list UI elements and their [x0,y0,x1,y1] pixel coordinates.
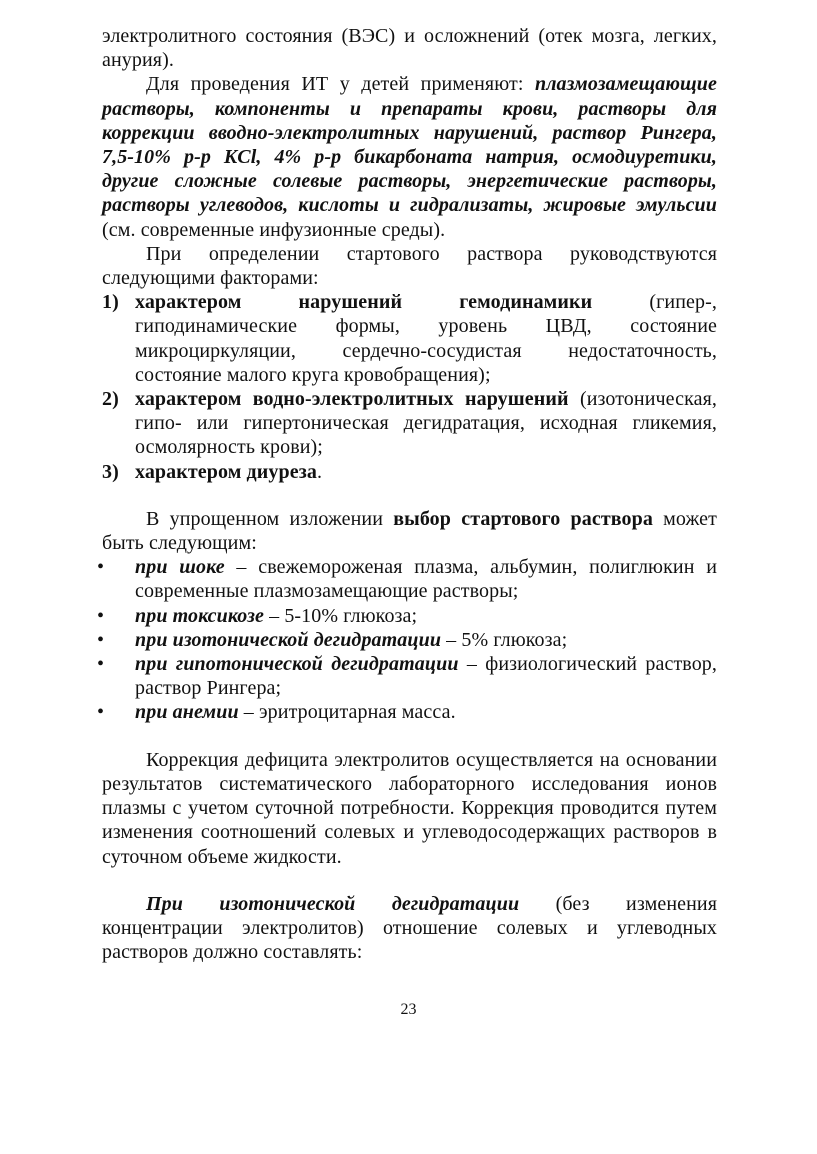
condition-text: – 5% глюкоза; [441,628,568,651]
condition-text: – физиологический раствор, раствор Рингера; [135,653,717,700]
paragraph-top: электролитного состояния (ВЭС) и осложнений (отек мозга, легких, анурия). [102,25,717,72]
choice-title: выбор стартового раствора [393,507,653,530]
factor-title: характером нарушений гемодинамики [135,291,593,314]
condition-text: – свежемороженая плазма, альбумин, полиглюкин и современные плазмозамещающие растворы; [135,556,718,603]
list-item [97,652,717,700]
list-item [97,700,717,724]
list-item [97,604,717,628]
list-item [97,628,717,652]
bullet-icon: • [97,653,105,676]
it-solutions-list: плазмозамещающие растворы, компоненты и препараты крови, растворы для коррекции вводно-электролитных нарушений, раствор Рингера, 7,5-10% р-р KCl, 4% р-р бикарбоната натрия, осмодиуретики, другие сложные солевые растворы, энергетические растворы, растворы углеводов, кислоты и гидрализаты, жировые эмульсии [102,73,717,217]
factor-text: . [316,460,323,483]
isotonic-text: (без изменения концентрации электролитов) отношение солевых и углеводных растворов должно составлять: [102,892,717,964]
it-intro: Для проведения ИТ у детей применяют: [146,73,535,96]
condition-text: – 5-10% глюкоза; [264,604,418,627]
factor-text: (гипер-, гиподинамические формы, уровень ЦВД, состояние микроциркуляции, сердечно-сосудистая недостаточность, состояние малого круга кровобращения); [135,291,717,386]
factor-item [102,460,717,484]
factor-item [102,387,717,460]
condition-label: при изотонической дегидратации [135,628,442,651]
bullet-icon: • [97,604,105,627]
list-item [97,555,718,603]
factor-number: 2) [102,388,119,411]
condition-text: – эритроцитарная масса. [238,701,456,724]
factor-title: характером водно-электролитных нарушений [135,388,569,411]
condition-label: при токсикозе [135,604,265,627]
spacer [102,869,717,892]
factor-number: 1) [102,291,119,314]
choice-tail: может быть следующим: [102,507,717,555]
page-body [97,24,718,964]
page-number: 23 [400,1001,417,1018]
condition-label: при анемии [135,701,239,724]
it-tail: (см. современные инфузионные среды). [102,218,446,241]
isotonic-title: При изотонической дегидратации [146,892,520,915]
paragraph-isotonic [102,892,717,965]
factor-number: 3) [102,460,119,483]
bullet-icon: • [97,701,105,724]
paragraph-correction: Коррекция дефицита электролитов осуществляется на основании результатов систематического лабораторного исследования ионов плазмы с учетом суточной потребности. Коррекция проводится путем изменения соотношений солевых и углеводосодержащих растворов в суточном объеме жидкости. [102,748,717,868]
paragraph-start-solution [102,507,717,555]
bullet-icon: • [97,556,105,579]
condition-label: при шоке [135,556,225,579]
choice-intro: В упрощенном изложении [146,507,394,530]
spacer [102,484,717,507]
factor-title: характером диуреза [135,460,317,483]
bullet-icon: • [97,628,105,651]
paragraph-it-solutions [102,72,717,241]
paragraph-factors-intro: При определении стартового раствора руководствуются следующими факторами: [102,242,717,290]
factor-item [102,290,717,387]
condition-label: при гипотонической дегидратации [135,653,459,676]
factor-text: (изотоническая, гипо- или гипертоническая дегидратация, исходная гликемия, осмолярность крови); [135,388,718,459]
spacer [102,725,717,748]
